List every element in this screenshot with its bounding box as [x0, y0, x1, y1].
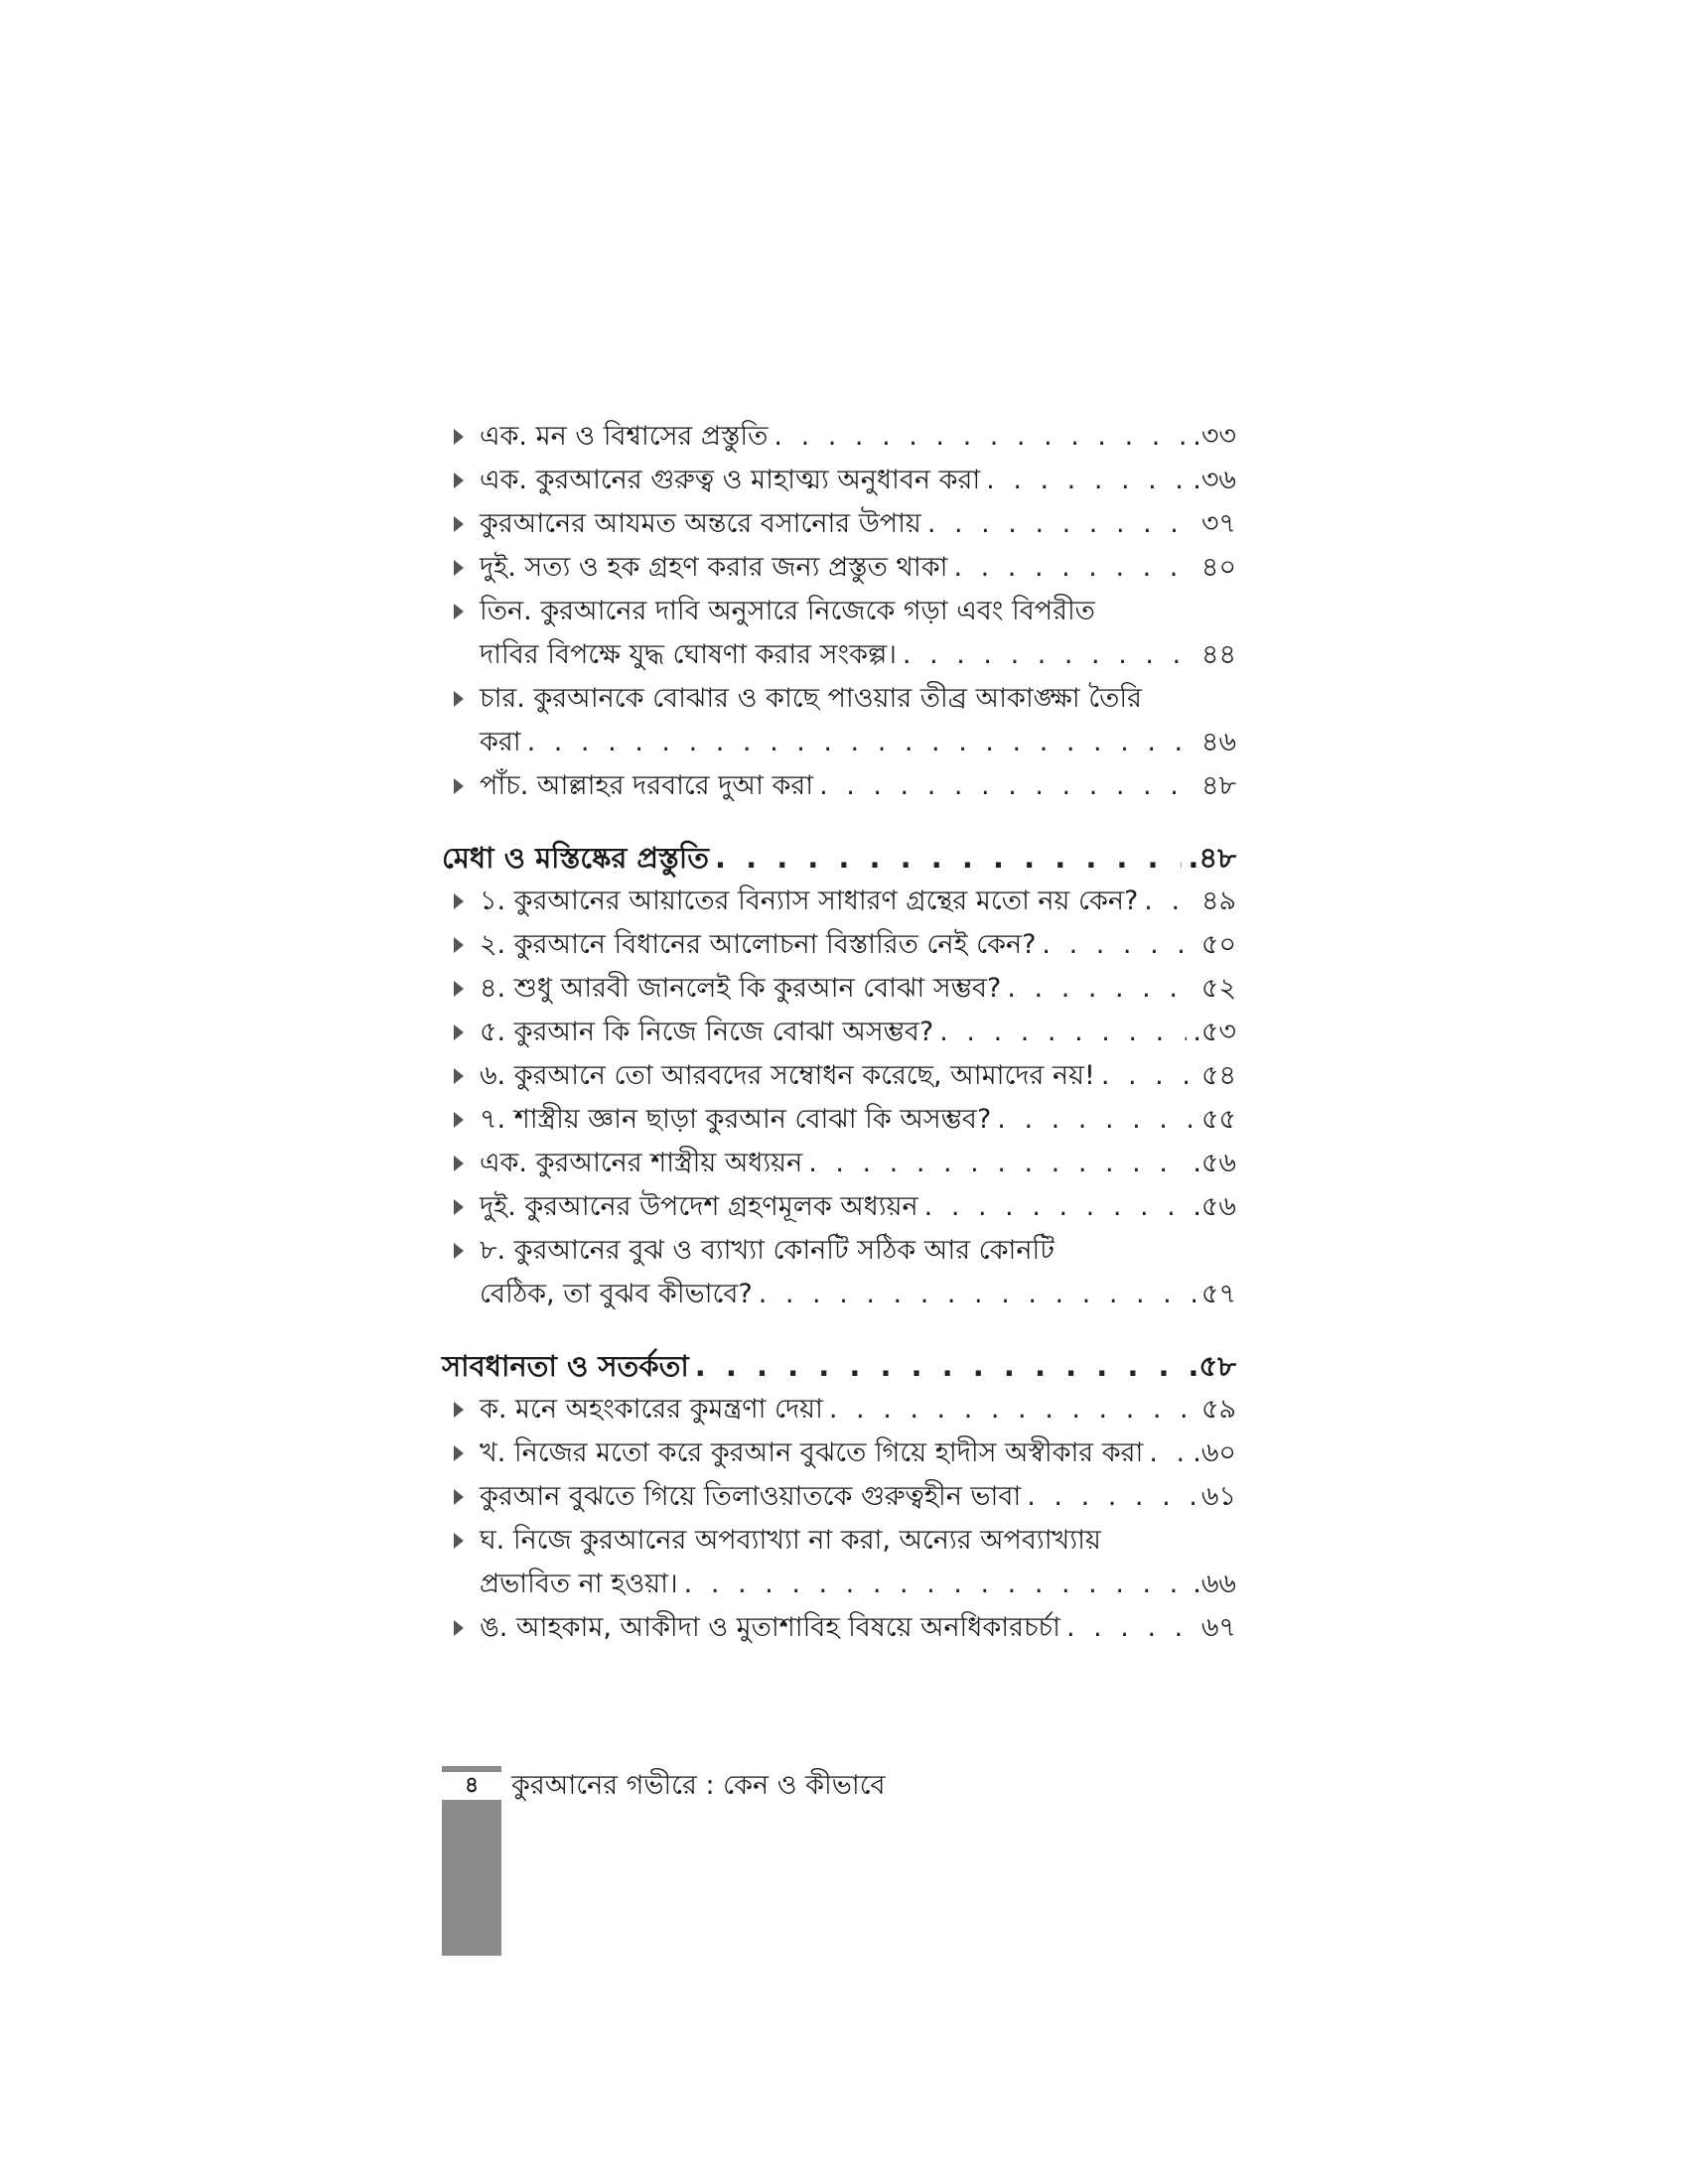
toc-entry-page: ৪৮	[1200, 770, 1236, 801]
toc-entry[interactable]	[442, 459, 1236, 502]
toc-entry-line	[480, 1011, 1236, 1054]
toc-entry-page: ৪০	[1200, 552, 1236, 583]
toc-section-caution	[442, 1388, 1236, 1650]
toc-entry-text: কুরআন বুঝতে গিয়ে তিলাওয়াতকে গুরুত্বহীন ভাবা	[480, 1481, 1022, 1512]
toc-entry-page: .৫৬	[1193, 1148, 1236, 1178]
dot-leader	[953, 546, 1195, 590]
toc-entry-page: ৫৫	[1200, 1104, 1236, 1135]
triangle-bullet-icon	[454, 1519, 464, 1563]
toc-entry-page: ৫৪	[1200, 1060, 1236, 1091]
dot-leader	[1066, 1606, 1196, 1650]
toc-entry[interactable]	[442, 1475, 1236, 1519]
toc-entry-text: চার. কুরআনকে বোঝার ও কাছে পাওয়ার তীব্র আকাঙ্ক্ষা তৈরি	[480, 683, 1142, 714]
triangle-bullet-icon	[454, 502, 464, 546]
toc-entry-text: দুই. কুরআনের উপদেশ গ্রহণমূলক অধ্যয়ন	[480, 1191, 918, 1222]
toc-entry-line	[480, 1475, 1236, 1519]
toc-entry[interactable]	[442, 1142, 1236, 1185]
table-of-contents	[442, 415, 1236, 1650]
toc-entry-line	[480, 967, 1236, 1011]
dot-leader	[759, 1273, 1196, 1316]
toc-heading-caution[interactable]	[442, 1344, 1236, 1388]
toc-entry-line	[480, 459, 1236, 502]
dot-leader	[927, 502, 1196, 546]
toc-entry-line	[480, 502, 1236, 546]
toc-entry[interactable]	[442, 590, 1236, 677]
toc-entry-line	[480, 764, 1236, 808]
triangle-bullet-icon	[454, 459, 464, 502]
triangle-bullet-icon	[454, 1606, 464, 1650]
toc-entry-text: প্রভাবিত না হওয়া।	[480, 1569, 678, 1599]
toc-entry-text: দাবির বিপক্ষে যুদ্ধ ঘোষণা করার সংকল্প।	[480, 639, 897, 670]
toc-entry-text: ঘ. নিজে কুরআনের অপব্যাখ্যা না করা, অন্যের অপব্যাখ্যায়	[480, 1525, 1101, 1556]
dot-leader	[695, 1344, 1183, 1388]
triangle-bullet-icon	[454, 764, 464, 808]
dot-leader	[808, 1142, 1187, 1185]
toc-entry[interactable]	[442, 923, 1236, 967]
toc-entry-text: বেঠিক, তা বুঝব কীভাবে?	[480, 1279, 753, 1309]
triangle-bullet-icon	[454, 1185, 464, 1229]
dot-leader	[939, 1011, 1187, 1054]
toc-entry-page: ৬৭	[1200, 1612, 1236, 1643]
toc-entry-line	[480, 1432, 1236, 1475]
toc-entry[interactable]	[442, 1519, 1236, 1606]
toc-entry-line	[480, 590, 1236, 633]
dot-leader	[1144, 880, 1196, 923]
toc-entry[interactable]	[442, 1098, 1236, 1142]
triangle-bullet-icon	[454, 1142, 464, 1185]
triangle-bullet-icon	[454, 1011, 464, 1054]
toc-entry-text: এক. কুরআনের গুরুত্ব ও মাহাত্ম্য অনুধাবন করা	[480, 465, 981, 495]
toc-entry[interactable]	[442, 415, 1236, 459]
triangle-bullet-icon	[454, 923, 464, 967]
dot-leader	[819, 764, 1196, 808]
triangle-bullet-icon	[454, 677, 464, 721]
toc-entry-page: ৫২	[1200, 973, 1236, 1004]
dot-leader	[1027, 1475, 1196, 1519]
toc-entry-text: করা	[480, 727, 521, 757]
toc-section-heart-preparation	[442, 415, 1236, 808]
dot-leader	[903, 633, 1196, 677]
triangle-bullet-icon	[454, 1054, 464, 1098]
dot-leader	[997, 1098, 1196, 1142]
toc-entry-text: তিন. কুরআনের দাবি অনুসারে নিজেকে গড়া এবং বিপরীত	[480, 596, 1095, 626]
toc-heading-page: .৫৮	[1188, 1349, 1236, 1383]
toc-entry-page: ৬১	[1200, 1481, 1236, 1512]
toc-entry-text: ৭. শাস্ত্রীয় জ্ঞান ছাড়া কুরআন বোঝা কি অসম্ভব?	[480, 1104, 992, 1135]
toc-entry-page: ৫৯	[1200, 1394, 1236, 1425]
dot-leader	[986, 459, 1187, 502]
toc-entry-page: ৪৬	[1200, 727, 1236, 757]
dot-leader	[715, 836, 1182, 880]
toc-entry-text: ৪. শুধু আরবী জানলেই কি কুরআন বোঝা সম্ভব?	[480, 973, 1002, 1004]
toc-entry-text: ২. কুরআনে বিধানের আলোচনা বিস্তারিত নেই কেন?	[480, 929, 1037, 960]
dot-leader	[684, 1563, 1188, 1606]
triangle-bullet-icon	[454, 1229, 464, 1273]
toc-entry-text: পাঁচ. আল্লাহর দরবারে দুআ করা	[480, 770, 814, 801]
dot-leader	[924, 1185, 1188, 1229]
toc-entry-text: ৫. কুরআন কি নিজে নিজে বোঝা অসম্ভব?	[480, 1017, 934, 1047]
toc-entry-line	[480, 923, 1236, 967]
triangle-bullet-icon	[454, 546, 464, 590]
triangle-bullet-icon	[454, 967, 464, 1011]
toc-entry-page: .৬৬	[1193, 1569, 1236, 1599]
toc-entry-page: .৩৩	[1193, 421, 1236, 452]
toc-entry[interactable]	[442, 1606, 1236, 1650]
toc-entry-text: দুই. সত্য ও হক গ্রহণ করার জন্য প্রস্তুত থাকা	[480, 552, 948, 583]
toc-entry-line	[480, 1606, 1236, 1650]
toc-heading-text: মেধা ও মস্তিষ্কের প্রস্তুতি	[442, 841, 709, 875]
toc-entry-text: এক. মন ও বিশ্বাসের প্রস্তুতি	[480, 421, 769, 452]
dot-leader	[774, 415, 1187, 459]
toc-entry-line	[480, 1273, 1236, 1316]
toc-entry-text: ১. কুরআনের আয়াতের বিন্যাস সাধারণ গ্রন্থের মতো নয় কেন?	[480, 886, 1139, 916]
toc-entry-line	[480, 1563, 1236, 1606]
toc-entry-line	[480, 677, 1236, 721]
dot-leader	[1007, 967, 1196, 1011]
triangle-bullet-icon	[454, 1475, 464, 1519]
toc-entry[interactable]	[442, 1432, 1236, 1475]
toc-entry-page: .৫৩	[1193, 1017, 1236, 1047]
toc-entry-line	[480, 880, 1236, 923]
toc-entry-line	[480, 633, 1236, 677]
toc-entry-line	[480, 1388, 1236, 1432]
toc-section-intellect-preparation	[442, 880, 1236, 1316]
toc-entry-text: ৮. কুরআনের বুঝ ও ব্যাখ্যা কোনটি সঠিক আর কোনটি	[480, 1235, 1055, 1266]
toc-heading-page: .৪৮	[1188, 841, 1236, 875]
toc-entry-line	[480, 546, 1236, 590]
dot-leader	[1042, 923, 1196, 967]
toc-entry-page: .৬০	[1193, 1437, 1236, 1468]
toc-entry[interactable]	[442, 677, 1236, 764]
toc-entry-line	[480, 1054, 1236, 1098]
toc-entry-page: ৩৭	[1200, 508, 1236, 539]
toc-entry[interactable]	[442, 1011, 1236, 1054]
dot-leader	[829, 1388, 1196, 1432]
toc-entry[interactable]	[442, 546, 1236, 590]
toc-entry-page: .৫৬	[1193, 1191, 1236, 1222]
triangle-bullet-icon	[454, 1388, 464, 1432]
toc-entry[interactable]	[442, 967, 1236, 1011]
toc-entry-line	[480, 1098, 1236, 1142]
toc-entry-line	[480, 1185, 1236, 1229]
toc-entry-page: ৫৭	[1200, 1279, 1236, 1309]
toc-entry-line	[480, 415, 1236, 459]
toc-entry-line	[480, 1229, 1236, 1273]
toc-entry-text: কুরআনের আযমত অন্তরে বসানোর উপায়	[480, 508, 921, 539]
dot-leader	[1149, 1432, 1187, 1475]
dot-leader	[1101, 1054, 1196, 1098]
toc-entry-text: ক. মনে অহংকারের কুমন্ত্রণা দেয়া	[480, 1394, 823, 1425]
toc-heading-intellect-preparation[interactable]	[442, 836, 1236, 880]
toc-heading-text: সাবধানতা ও সতর্কতা	[442, 1349, 689, 1383]
triangle-bullet-icon	[454, 1098, 464, 1142]
toc-entry-text: ৬. কুরআনে তো আরবদের সম্বোধন করেছে, আমাদের নয়!	[480, 1060, 1095, 1091]
toc-entry[interactable]	[442, 1388, 1236, 1432]
toc-entry-text: এক. কুরআনের শাস্ত্রীয় অধ্যয়ন	[480, 1148, 803, 1178]
toc-entry-line	[480, 1142, 1236, 1185]
toc-entry-text: খ. নিজের মতো করে কুরআন বুঝতে গিয়ে হাদীস অস্বীকার করা	[480, 1437, 1144, 1468]
triangle-bullet-icon	[454, 880, 464, 923]
toc-entry[interactable]	[442, 1054, 1236, 1098]
toc-entry[interactable]	[442, 880, 1236, 923]
triangle-bullet-icon	[454, 415, 464, 459]
toc-entry-line	[480, 721, 1236, 764]
toc-entry-page: .৩৬	[1193, 465, 1236, 495]
toc-entry-page: ৪৪	[1200, 639, 1236, 670]
dot-leader	[527, 721, 1196, 764]
toc-entry-text: ঙ. আহকাম, আকীদা ও মুতাশাবিহ বিষয়ে অনধিকারচর্চা	[480, 1612, 1060, 1643]
toc-entry[interactable]	[442, 764, 1236, 808]
toc-entry[interactable]	[442, 1229, 1236, 1316]
toc-entry[interactable]	[442, 502, 1236, 546]
toc-entry-line	[480, 1519, 1236, 1563]
triangle-bullet-icon	[454, 590, 464, 633]
toc-entry-page: ৫০	[1200, 929, 1236, 960]
page-number: ৪	[442, 1772, 501, 1800]
running-footer-title: কুরআনের গভীরে : কেন ও কীভাবে	[511, 1770, 886, 1801]
toc-entry-page: ৪৯	[1200, 886, 1236, 916]
toc-entry[interactable]	[442, 1185, 1236, 1229]
triangle-bullet-icon	[454, 1432, 464, 1475]
